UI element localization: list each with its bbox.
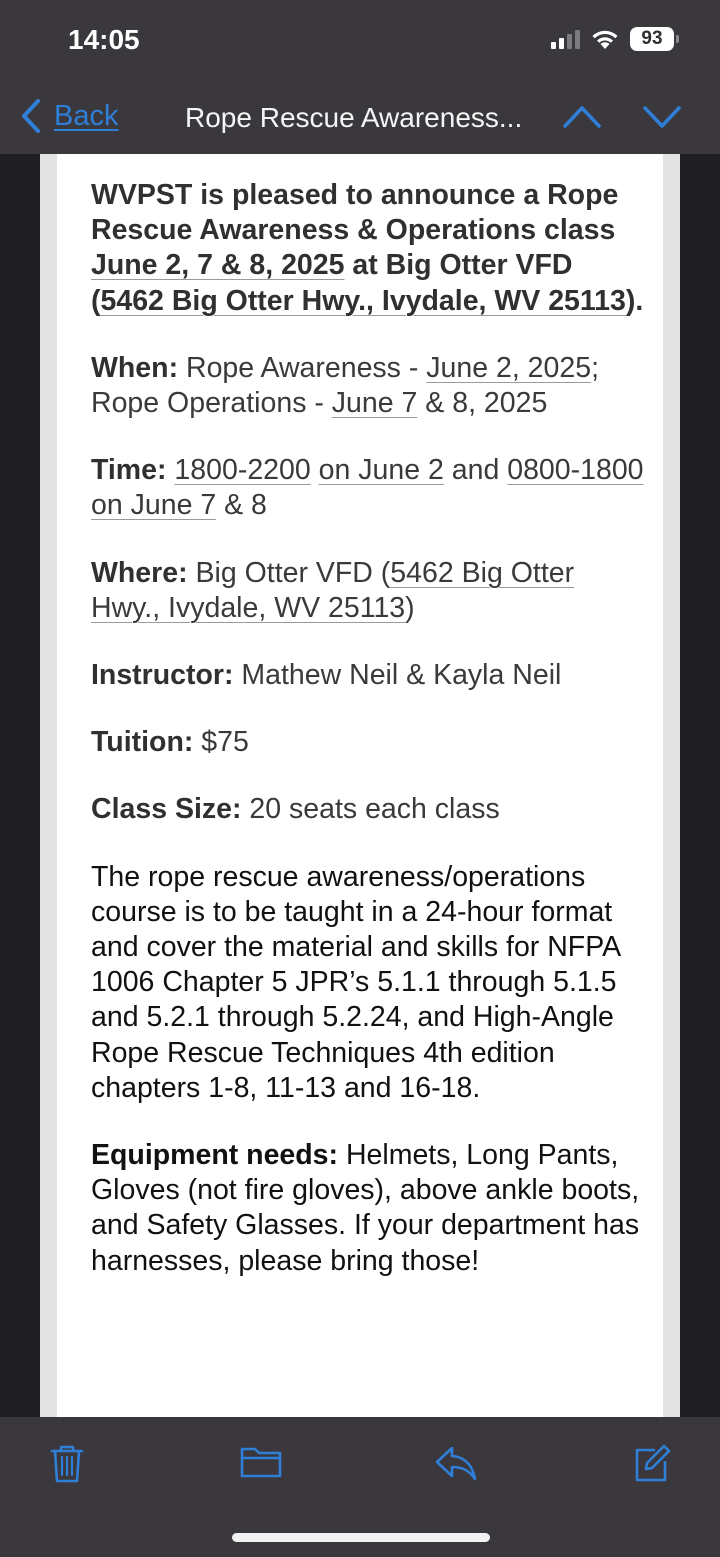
time-paragraph <box>91 453 651 523</box>
operations-date-link[interactable]: June 7 <box>331 387 418 420</box>
class-size-value: 20 seats each class <box>241 793 500 826</box>
email-content-area[interactable] <box>40 154 680 1417</box>
intro-paragraph <box>91 178 651 319</box>
status-indicators <box>551 27 674 51</box>
nav-bar <box>0 80 720 154</box>
time-date-link-2[interactable]: on June 7 <box>91 489 217 522</box>
equipment-paragraph <box>91 1138 651 1279</box>
home-indicator[interactable] <box>232 1533 490 1542</box>
address-link[interactable]: 5462 Big Otter Hwy., Ivydale, WV 25113 <box>100 284 626 317</box>
tuition-value: $75 <box>193 726 249 759</box>
time-date-link-1[interactable]: on June 2 <box>318 454 444 487</box>
instructor-value: Mathew Neil & Kayla Neil <box>233 659 562 692</box>
when-text: Rope Awareness - <box>178 351 427 384</box>
instructor-label: Instructor: <box>91 659 234 692</box>
instructor-paragraph <box>91 658 651 693</box>
time-text: and <box>443 454 508 487</box>
where-label: Where: <box>91 556 188 589</box>
when-text-3: & 8, 2025 <box>417 387 548 420</box>
tuition-label: Tuition: <box>91 726 194 759</box>
where-text: Big Otter VFD ( <box>187 556 391 589</box>
time-text-2: & 8 <box>216 489 267 522</box>
time-range-link-2[interactable]: 0800-1800 <box>507 454 644 487</box>
status-time: 14:05 <box>68 24 140 55</box>
cellular-signal-icon <box>551 29 580 49</box>
time-label: Time: <box>91 454 167 487</box>
class-size-paragraph <box>91 792 651 827</box>
when-paragraph <box>91 351 651 421</box>
when-label: When: <box>91 351 179 384</box>
intro-text-3: ). <box>625 284 644 317</box>
next-message-chevron-down-icon[interactable] <box>642 102 682 132</box>
compose-icon[interactable] <box>631 1443 673 1485</box>
time-range-link-1[interactable]: 1800-2200 <box>174 454 311 487</box>
when-text-2: ; Rope Operations - <box>91 351 599 420</box>
where-address-link[interactable]: 5462 Big Otter Hwy., Ivydale, WV 25113 <box>91 556 575 624</box>
equipment-value: Helmets, Long Pants, Gloves (not fire gloves), above ankle boots, and Safety Glasses. If your department has harnesses, please bring those! <box>91 1139 640 1277</box>
email-body-panel <box>57 154 663 1417</box>
where-text-2: ) <box>405 591 415 624</box>
description-paragraph: The rope rescue awareness/operations course is to be taught in a 24-hour format and cover the material and skills for NFPA 1006 Chapter 5 JPR’s 5.1.1 through 5.1.5 and 5.2.1 through 5.2.24, and High-Angle Rope Rescue Techniques 4th edition chapters 1-8, 11-13 and 16-18. <box>91 860 620 1104</box>
intro-text-2: at Big Otter VFD ( <box>91 249 573 317</box>
previous-message-chevron-up-icon[interactable] <box>562 102 602 132</box>
wifi-icon <box>590 28 620 50</box>
class-dates-link[interactable]: June 2, 7 & 8, 2025 <box>91 249 345 282</box>
status-bar <box>0 0 720 80</box>
intro-text: WVPST is pleased to announce a Rope Rescue Awareness & Operations class <box>91 179 619 247</box>
awareness-date-link[interactable]: June 2, 2025 <box>426 351 592 384</box>
chevron-left-icon <box>20 98 42 134</box>
folder-icon[interactable] <box>239 1443 283 1481</box>
reply-icon[interactable] <box>434 1443 478 1483</box>
equipment-label: Equipment needs: <box>91 1139 339 1172</box>
back-label: Back <box>54 99 119 132</box>
where-paragraph <box>91 556 651 626</box>
message-subject-title: Rope Rescue Awareness... <box>185 102 523 133</box>
trash-icon[interactable] <box>49 1443 85 1485</box>
class-size-label: Class Size: <box>91 793 242 826</box>
email-body <box>91 178 651 1311</box>
back-button[interactable] <box>20 98 118 134</box>
battery-icon: 93 <box>630 27 674 51</box>
tuition-paragraph <box>91 725 651 760</box>
